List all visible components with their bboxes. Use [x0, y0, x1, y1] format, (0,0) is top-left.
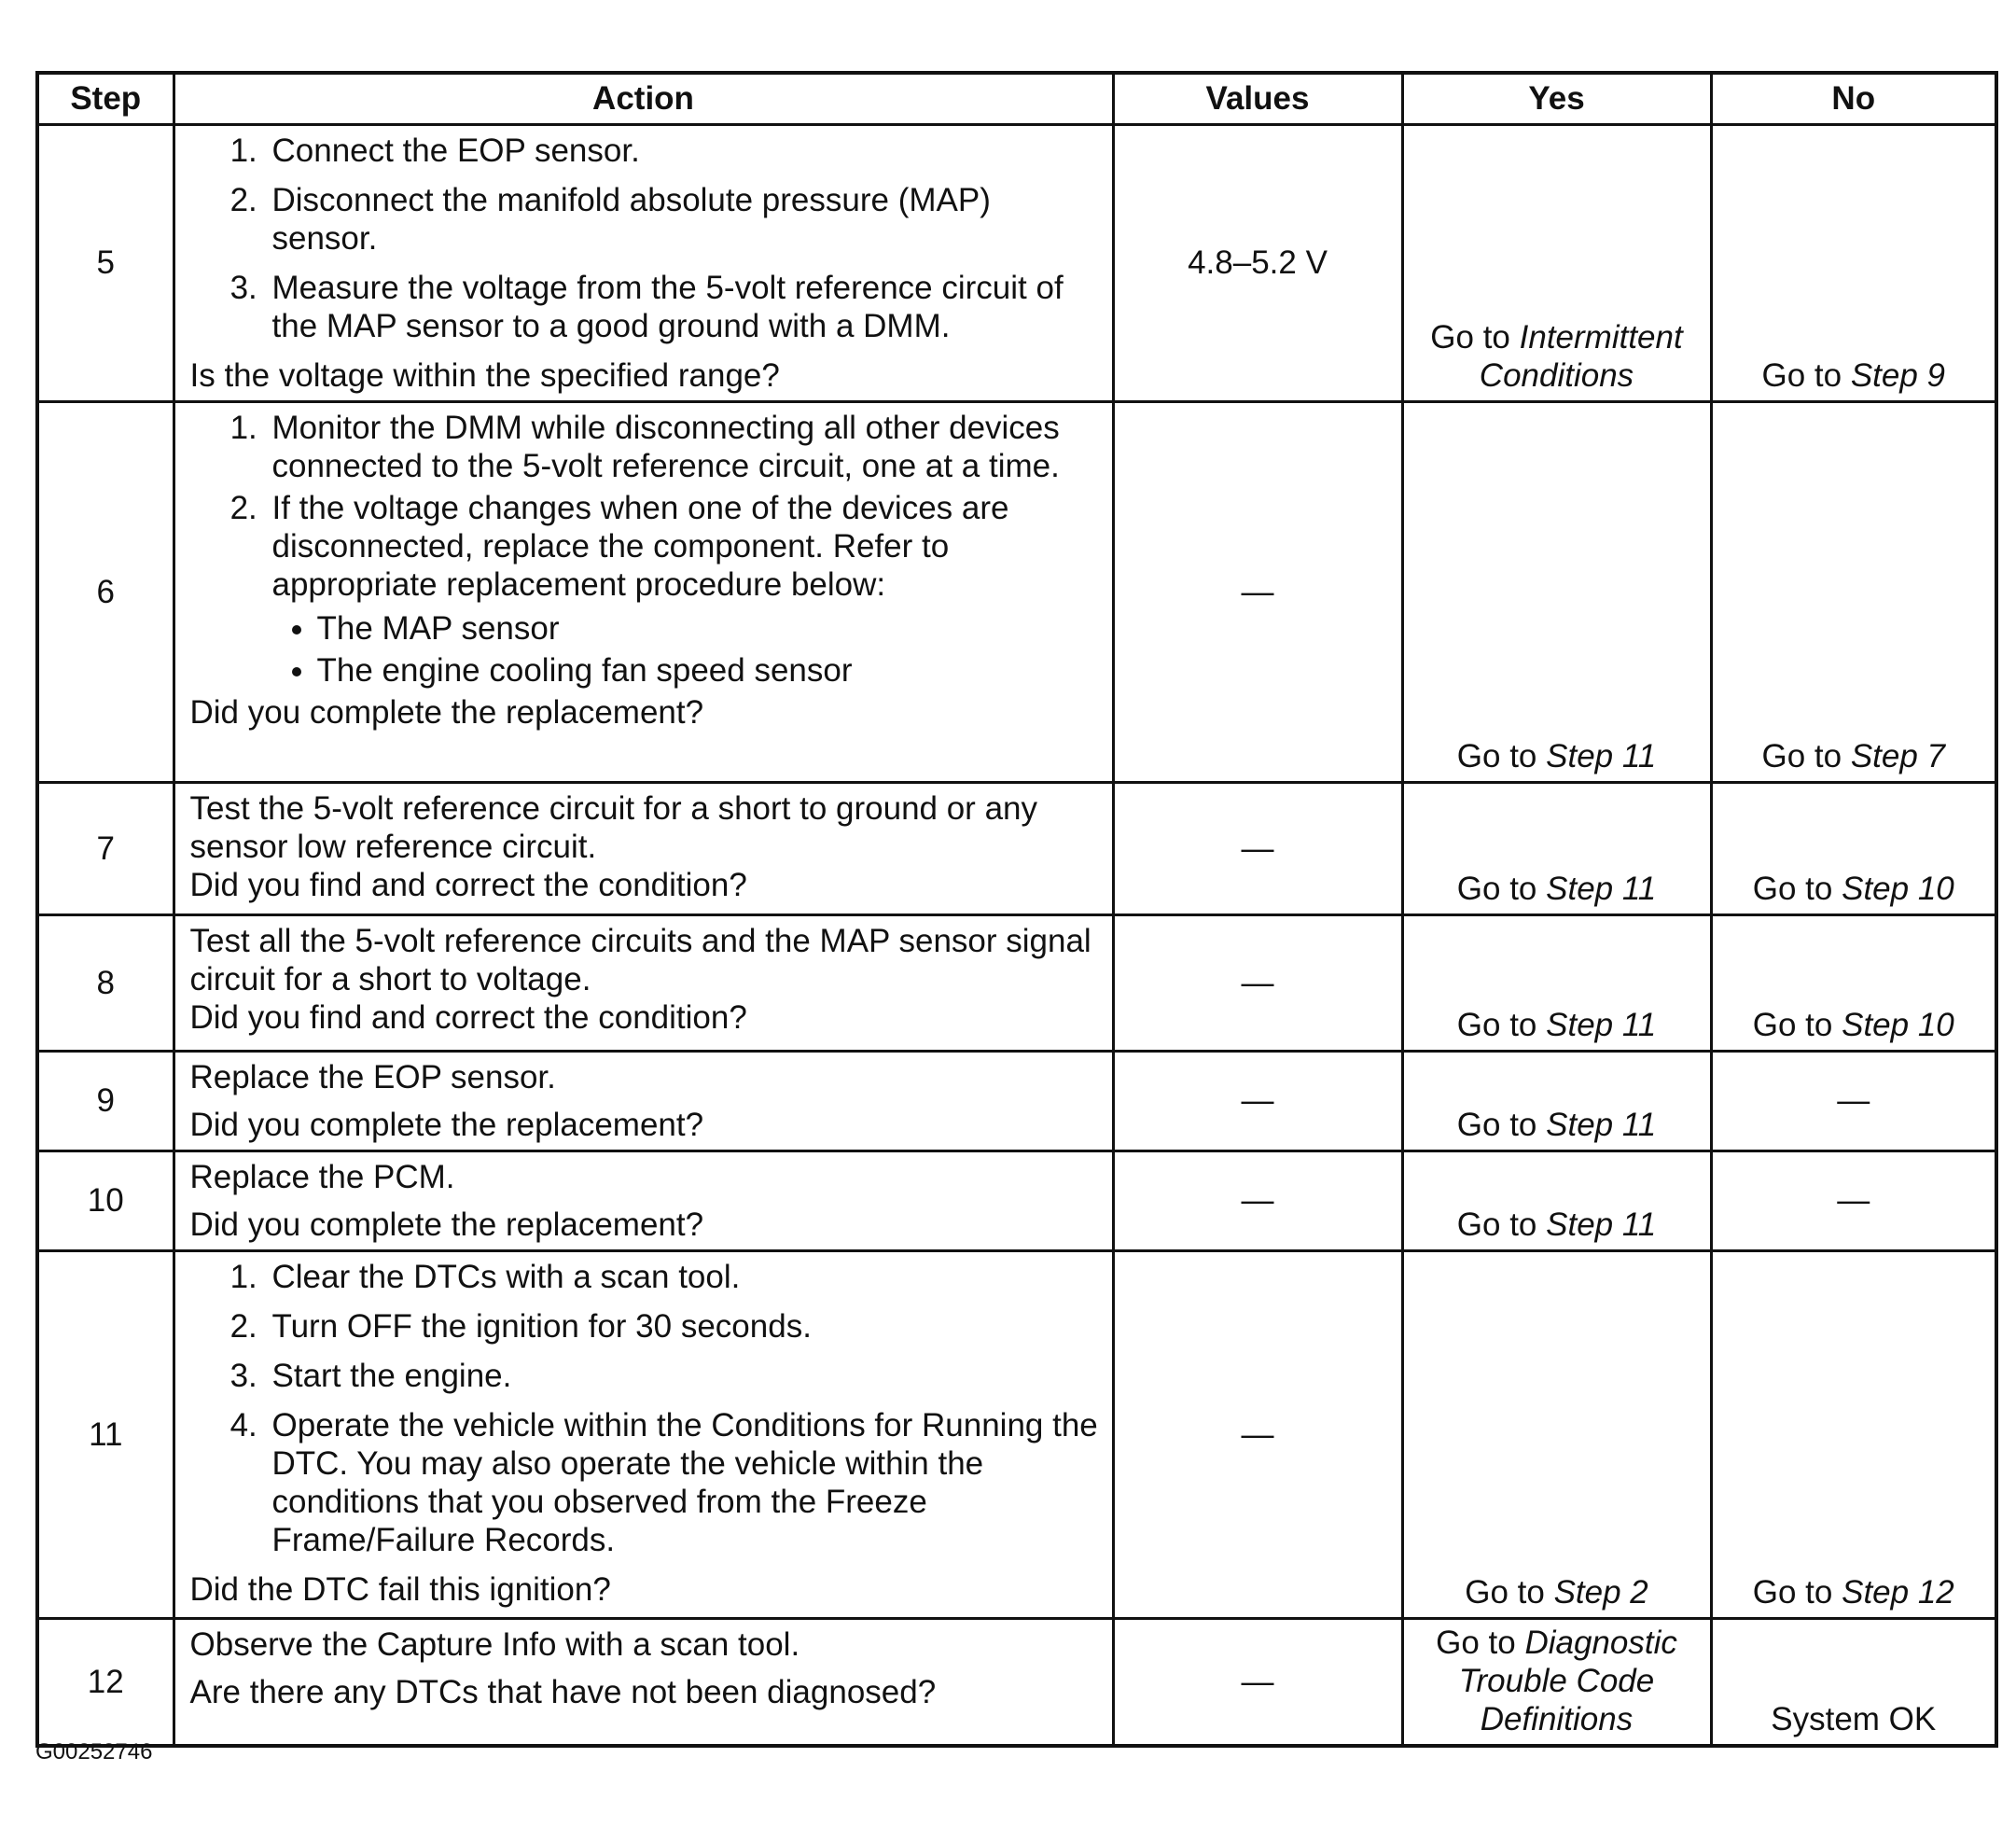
- component-list: [190, 609, 1101, 690]
- action-text: Test all the 5-volt reference circuits and the MAP sensor signal circuit for a short to voltage.: [189, 923, 1091, 997]
- yes-prefix: Go to: [1430, 319, 1510, 356]
- yes-reference: Intermittent Conditions: [1479, 319, 1683, 394]
- no-reference: Step 10: [1842, 1007, 1954, 1043]
- action-question: Did you find and correct the condition?: [189, 867, 747, 903]
- no-cell: [1711, 1251, 1996, 1619]
- no-prefix: Go to: [1761, 738, 1842, 774]
- action-steps: [190, 1258, 1101, 1559]
- table-row: [37, 915, 1996, 1052]
- action-cell: [174, 1052, 1113, 1151]
- table-row: [37, 1619, 1996, 1747]
- values-cell: —: [1113, 1619, 1402, 1747]
- no-reference: Step 7: [1850, 738, 1946, 774]
- table-row: [37, 1052, 1996, 1151]
- step-number: 7: [37, 783, 174, 915]
- action-step: 1. Clear the DTCs with a scan tool.: [267, 1258, 1101, 1296]
- action-question: Did the DTC fail this ignition?: [189, 1571, 611, 1608]
- action-question: Are there any DTCs that have not been diagnosed?: [189, 1674, 937, 1710]
- yes-cell: [1402, 915, 1711, 1052]
- action-steps: [190, 132, 1101, 345]
- header-row: [37, 73, 1996, 125]
- yes-reference: Step 11: [1546, 871, 1657, 907]
- step-number: 10: [37, 1151, 174, 1251]
- action-question: Did you complete the replacement?: [189, 1206, 704, 1243]
- step-number: 12: [37, 1619, 174, 1747]
- values-cell: —: [1113, 783, 1402, 915]
- yes-cell: [1402, 783, 1711, 915]
- step-number: 5: [37, 125, 174, 402]
- yes-reference: Step 11: [1546, 738, 1657, 774]
- yes-prefix: Go to: [1456, 871, 1537, 907]
- action-text: Replace the PCM.: [189, 1159, 455, 1195]
- action-cell: [174, 1619, 1113, 1747]
- yes-prefix: Go to: [1456, 1107, 1537, 1143]
- figure-code: G00252746: [35, 1739, 153, 1764]
- yes-prefix: Go to: [1456, 1007, 1537, 1043]
- values-cell: —: [1113, 402, 1402, 783]
- action-cell: [174, 915, 1113, 1052]
- header-action: Action: [174, 73, 1113, 125]
- table-row: [37, 1151, 1996, 1251]
- action-step: 3. Measure the voltage from the 5-volt reference circuit of the MAP sensor to a good ground with a DMM.: [267, 269, 1101, 345]
- no-prefix: Go to: [1752, 1007, 1833, 1043]
- action-question: Did you complete the replacement?: [189, 694, 704, 731]
- values-cell: —: [1113, 915, 1402, 1052]
- no-cell: [1711, 402, 1996, 783]
- yes-prefix: Go to: [1465, 1574, 1545, 1611]
- action-cell: [174, 402, 1113, 783]
- action-cell: [174, 125, 1113, 402]
- table-row: [37, 1251, 1996, 1619]
- action-step: 3. Start the engine.: [267, 1357, 1101, 1395]
- yes-cell: [1402, 402, 1711, 783]
- action-text: Replace the EOP sensor.: [189, 1059, 556, 1095]
- yes-reference: Step 11: [1546, 1007, 1657, 1043]
- action-question: Did you find and correct the condition?: [189, 999, 747, 1036]
- header-no: No: [1711, 73, 1996, 125]
- action-step: 2. Disconnect the manifold absolute pressure (MAP) sensor.: [267, 181, 1101, 258]
- yes-cell: [1402, 1052, 1711, 1151]
- header-step: Step: [37, 73, 174, 125]
- no-reference: Step 10: [1842, 871, 1954, 907]
- action-cell: [174, 1151, 1113, 1251]
- action-cell: [174, 1251, 1113, 1619]
- yes-cell: [1402, 1619, 1711, 1747]
- yes-reference: Diagnostic Trouble Code Definitions: [1458, 1625, 1677, 1737]
- diagnostic-table: [35, 71, 1998, 1748]
- no-cell: —: [1711, 1052, 1996, 1151]
- action-text: Observe the Capture Info with a scan tool.: [189, 1626, 800, 1663]
- action-step: 2. If the voltage changes when one of the devices are disconnected, replace the component. Refer to appropriate replacement procedure below:: [267, 489, 1101, 604]
- no-prefix: Go to: [1752, 1574, 1833, 1611]
- no-prefix: Go to: [1752, 871, 1833, 907]
- step-number: 8: [37, 915, 174, 1052]
- step-number: 6: [37, 402, 174, 783]
- header-yes: Yes: [1402, 73, 1711, 125]
- action-step: 2. Turn OFF the ignition for 30 seconds.: [267, 1307, 1101, 1346]
- no-prefix: Go to: [1761, 357, 1842, 394]
- yes-cell: [1402, 1151, 1711, 1251]
- table-row: [37, 402, 1996, 783]
- action-text: Test the 5-volt reference circuit for a short to ground or any sensor low reference circuit.: [189, 790, 1037, 865]
- yes-prefix: Go to: [1456, 738, 1537, 774]
- values-cell: —: [1113, 1052, 1402, 1151]
- yes-prefix: Go to: [1436, 1625, 1516, 1661]
- table-row: [37, 125, 1996, 402]
- yes-reference: Step 11: [1546, 1206, 1657, 1243]
- list-item: • The MAP sensor: [317, 609, 1101, 648]
- action-question: Is the voltage within the specified range?: [189, 357, 780, 394]
- action-step: 4. Operate the vehicle within the Conditions for Running the DTC. You may also operate the vehicle within the conditions that you observed from the Freeze Frame/Failure Records.: [267, 1406, 1101, 1559]
- table-row: [37, 783, 1996, 915]
- step-number: 9: [37, 1052, 174, 1151]
- no-cell: [1711, 125, 1996, 402]
- no-cell: [1711, 915, 1996, 1052]
- values-cell: 4.8–5.2 V: [1113, 125, 1402, 402]
- action-step: 1. Monitor the DMM while disconnecting all other devices connected to the 5-volt reference circuit, one at a time.: [267, 409, 1101, 485]
- yes-cell: [1402, 1251, 1711, 1619]
- no-cell: System OK: [1711, 1619, 1996, 1747]
- action-step: 1. Connect the EOP sensor.: [267, 132, 1101, 170]
- yes-reference: Step 11: [1546, 1107, 1657, 1143]
- no-cell: —: [1711, 1151, 1996, 1251]
- yes-reference: Step 2: [1553, 1574, 1648, 1611]
- values-cell: —: [1113, 1251, 1402, 1619]
- no-reference: Step 9: [1850, 357, 1946, 394]
- list-item: • The engine cooling fan speed sensor: [317, 651, 1101, 690]
- no-cell: [1711, 783, 1996, 915]
- yes-prefix: Go to: [1456, 1206, 1537, 1243]
- action-question: Did you complete the replacement?: [189, 1107, 704, 1143]
- values-cell: —: [1113, 1151, 1402, 1251]
- step-number: 11: [37, 1251, 174, 1619]
- yes-cell: [1402, 125, 1711, 402]
- action-steps: [190, 409, 1101, 604]
- action-cell: [174, 783, 1113, 915]
- header-values: Values: [1113, 73, 1402, 125]
- no-reference: Step 12: [1842, 1574, 1954, 1611]
